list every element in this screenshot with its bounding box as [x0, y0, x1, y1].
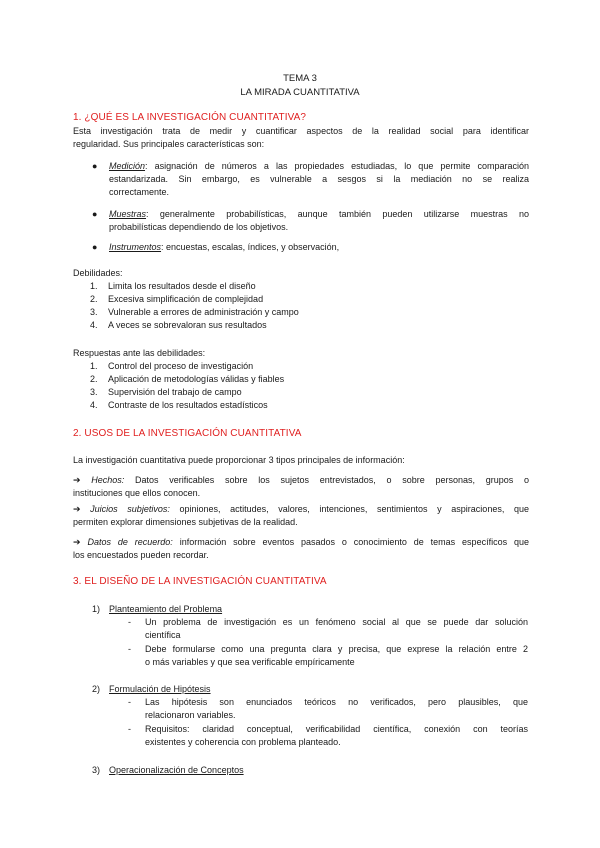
list-text: A veces se sobrevaloran sus resultados [108, 320, 267, 330]
step-number: 1) [92, 604, 101, 614]
step-number: 3) [92, 765, 101, 775]
bullet-text: correctamente. [109, 187, 170, 197]
list-item [90, 373, 284, 386]
item-term: Datos de recuerdo: [87, 537, 173, 547]
step-title: Planteamiento del Problema [109, 604, 223, 614]
point-text: Debe formularse como una pregunta clara y precisa, que exprese la relación entre 2 [145, 644, 528, 654]
point-text: relacionaron variables. [145, 710, 236, 720]
bullet-text: probabilísticas dependiendo de los objetivos. [109, 222, 289, 232]
step-title: Formulación de Hipótesis [109, 684, 211, 694]
doc-subtitle: LA MIRADA CUANTITATIVA [240, 87, 360, 98]
step-number: 2) [92, 684, 101, 694]
arrow-icon: ➔ [73, 475, 81, 485]
list-text: Excesiva simplificación de complejidad [108, 294, 264, 304]
dash-icon: - [128, 644, 131, 654]
weaknesses-label: Debilidades: [73, 268, 123, 278]
list-item [90, 280, 256, 293]
bullet-text: : encuestas, escalas, índices, y observación, [161, 242, 340, 252]
responses-label: Respuestas ante las debilidades: [73, 348, 206, 358]
list-item [73, 474, 529, 500]
arrow-icon: ➔ [73, 504, 81, 514]
item-text: los encuestados pueden recordar. [73, 550, 209, 560]
list-number: 3. [90, 387, 98, 397]
item-text: Datos verificables sobre los sujetos entrevistados, o sobre personas, grupos o [124, 475, 529, 485]
list-item [90, 360, 253, 373]
bullet-term: Medición [109, 161, 146, 171]
dash-icon: - [128, 697, 131, 707]
bullet-text: estandarizada. Sin embargo, es vulnerable a sesgos si la mediación no se realiza [109, 174, 529, 184]
step-heading [92, 683, 211, 696]
section-1-intro-line-1: Esta investigación trata de medir y cuantificar aspectos de la realidad social para identificar [73, 126, 529, 136]
doc-tema: TEMA 3 [283, 73, 317, 84]
point-text: Un problema de investigación es un fenómeno social al que se puede dar solución [145, 617, 528, 627]
list-text: Aplicación de metodologías válidas y fiables [108, 374, 285, 384]
list-text: Control del proceso de investigación [108, 361, 254, 371]
list-text: Limita los resultados desde el diseño [108, 281, 256, 291]
item-text: opiniones, actitudes, valores, intenciones, sentimientos y aspiraciones, que [169, 504, 529, 514]
item-text: información sobre eventos pasados o conocimiento de temas específicos que [172, 537, 529, 547]
bullet-icon: ● [92, 209, 98, 219]
list-number: 1. [90, 281, 98, 291]
list-text: Supervisión del trabajo de campo [108, 387, 242, 397]
section-1-heading: 1. ¿QUÉ ES LA INVESTIGACIÓN CUANTITATIVA? [73, 112, 307, 123]
point-text: existentes y coherencia con problema planteado. [145, 737, 341, 747]
list-item [90, 306, 299, 319]
list-item [90, 399, 268, 412]
list-item [90, 319, 267, 332]
dash-icon: - [128, 724, 131, 734]
step-title: Operacionalización de Conceptos [109, 765, 244, 775]
bullet-text: : generalmente probabilísticas, aunque también pueden utilizarse muestras no [146, 209, 529, 219]
bullet-icon: ● [92, 161, 98, 171]
item-text: instituciones que ellos conocen. [73, 488, 201, 498]
point-text: científica [145, 630, 181, 640]
step-heading [92, 603, 222, 616]
list-item [90, 386, 242, 399]
list-item [90, 293, 263, 306]
list-number: 2. [90, 374, 98, 384]
point-text: Requisitos: claridad conceptual, verificabilidad científica, conexión con teorías [145, 724, 528, 734]
list-item [73, 536, 529, 562]
point-text: Las hipótesis son enunciados teóricos no verificados, pero plausibles, que [145, 697, 528, 707]
arrow-icon: ➔ [73, 537, 81, 547]
list-text: Vulnerable a errores de administración y campo [108, 307, 299, 317]
bullet-icon: ● [92, 242, 98, 252]
list-number: 4. [90, 400, 98, 410]
list-text: Contraste de los resultados estadísticos [108, 400, 268, 410]
section-3-heading: 3. EL DISEÑO DE LA INVESTIGACIÓN CUANTITATIVA [73, 576, 327, 587]
point-text: o más variables y que sea verificable empíricamente [145, 657, 355, 667]
item-term: Hechos: [91, 475, 125, 485]
item-term: Juicios subjetivos: [90, 504, 170, 514]
section-1-intro-line-2: regularidad. Sus principales características son: [73, 139, 265, 149]
section-2-heading: 2. USOS DE LA INVESTIGACIÓN CUANTITATIVA [73, 428, 302, 439]
list-number: 2. [90, 294, 98, 304]
bullet-text: : asignación de números a las propiedades estudiadas, lo que permite comparación [145, 161, 529, 171]
bullet-term: Muestras [109, 209, 147, 219]
dash-icon: - [128, 617, 131, 627]
list-number: 3. [90, 307, 98, 317]
bullet-term: Instrumentos [109, 242, 162, 252]
step-heading [92, 764, 244, 777]
item-text: permiten explorar dimensiones subjetivas de la realidad. [73, 517, 298, 527]
list-item [73, 503, 529, 529]
section-2-intro: La investigación cuantitativa puede proporcionar 3 tipos principales de información: [73, 455, 405, 465]
list-number: 4. [90, 320, 98, 330]
list-number: 1. [90, 361, 98, 371]
